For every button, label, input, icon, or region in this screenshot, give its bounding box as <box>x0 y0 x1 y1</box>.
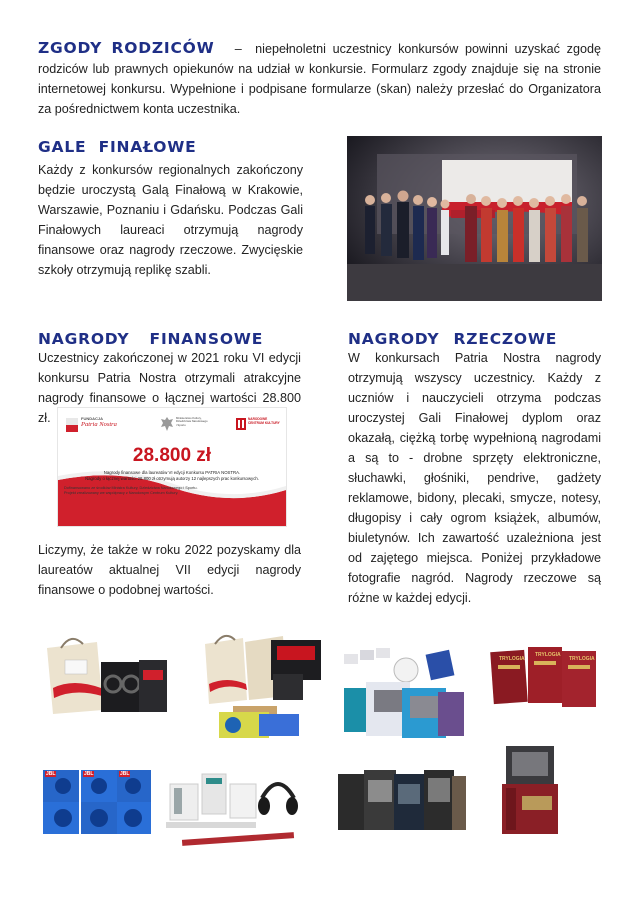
certificate-line-1: Nagrody finansowe dla laureatów VI edycji Konkursu PATRIA NOSTRA. <box>103 470 241 475</box>
nck-logo-icon <box>236 418 246 430</box>
consent-text: niepełnoletni uczestnicy konkursów powinni uzyskać zgodę rodziców lub prawnych opiekunów na udział w konkursie. Formularz zgody znajduje się na stronie internetowej konkursu. Wypełnione i podpisane formularze (skan) należy przesłać do Organizatora za pośrednictwem konta uczestnika. <box>38 42 601 116</box>
prize-photo-books-set <box>338 770 466 832</box>
certificate-ministry-logo <box>160 414 208 434</box>
gala-photo <box>347 136 602 301</box>
prize-gadgets-illustration <box>203 630 323 740</box>
prize-photo-jbl-headphones <box>43 768 151 836</box>
prize-photo-bags-gadgets <box>203 630 323 740</box>
prize-books-set-illustration <box>338 770 466 832</box>
foundation-label: FUNDACJA <box>81 416 103 421</box>
book-title-label-1: TRYLOGIA <box>499 656 525 662</box>
galas-heading: GALE FINAŁOWE <box>38 138 197 156</box>
prize-photo-books-trylogia <box>490 643 598 711</box>
nck-label: NARODOWE CENTRUM KULTURY <box>248 417 280 425</box>
certificate-line-3: Dofinansowano ze środków Ministra Kultury, Dziedzictwa Narodowego i Sportu. <box>64 486 198 490</box>
galas-text: Każdy z konkursów regionalnych zakończony będzie uroczystą Galą Finałową w Krakowie, Warszawie, Poznaniu i Gdańsku. Podczas Gali Finałowych laureaci otrzymują nagrody finansowe oraz nagrody rzeczowe. Zwycięskie szkoły otrzymują replikę szabli. <box>38 163 303 277</box>
prize-albums-illustration <box>340 636 468 742</box>
prize-bag-headphones-illustration <box>43 630 171 715</box>
book-title-label-3: TRYLOGIA <box>569 656 595 662</box>
certificate-foundation-logo <box>66 416 126 434</box>
financial-heading: NAGRODY FINANSOWE <box>38 330 264 348</box>
material-heading: NAGRODY RZECZOWE <box>348 330 558 348</box>
prize-books-stack-illustration <box>500 744 560 836</box>
jbl-label-3: JBL <box>120 771 130 777</box>
certificate-nck-logo <box>236 416 282 432</box>
prize-photo-albums-electronics <box>340 636 468 742</box>
book-title-label-2: TRYLOGIA <box>535 652 561 658</box>
consent-dash: – <box>234 42 242 56</box>
certificate-line-2: Nagrody o łącznej wartości 28.800 zł otrzymują autorzy 12 najlepszych prac konkursowych. <box>85 476 259 481</box>
financial-certificate <box>57 407 287 527</box>
prize-photo-electronics-headphones <box>166 762 300 858</box>
foundation-name: Patria Nostra <box>81 421 117 428</box>
consent-heading: ZGODY RODZICÓW <box>38 39 215 57</box>
consent-section <box>38 38 601 119</box>
jbl-label-2: JBL <box>84 771 94 777</box>
eagle-emblem-icon <box>160 416 174 432</box>
jbl-label-1: JBL <box>46 771 56 777</box>
ministry-label: Ministerstwo Kultury, Dziedzictwa Narodowego i Sportu <box>176 416 208 427</box>
certificate-amount: 28.800 zł <box>132 445 212 466</box>
certificate-line-4: Projekt zrealizowany we współpracy z Narodowym Centrum Kultury. <box>64 491 179 495</box>
prize-photo-books-stack <box>500 744 560 836</box>
financial-footer-text: Liczymy, że także w roku 2022 pozyskamy dla laureatów aktualnej VII edycji nagrody finansowe o podobnej wartości. <box>38 543 301 597</box>
financial-text: Uczestnicy zakończonej w 2021 roku VI edycji konkursu Patria Nostra otrzymali atrakcyjne nagrody finansowe o łącznej wartości 28.800 zł. <box>38 351 301 425</box>
material-text: W konkursach Patria Nostra nagrody otrzymują wszyscy uczestnicy. Każdy z uczniów i nauczycieli otrzyma podczas uroczystej Gali Finałowej dyplom oraz okazałą, ciężką torbę wypełnioną nagrodami a są to - drobne sprzęty elektroniczne, słuchawki, głośniki, pendrive, gadżety reklamowe, bidony, plecaki, smycze, notesy, długopisy i cały ogrom książek, albumów, biuletynów. Ich zawartość uzależniona jest od zajętego miejsca. Poniżej przykładowe fotografie nagród. Nagrody rzeczowe są różne w każdej edycji. <box>348 351 601 605</box>
gala-photo-illustration <box>347 136 602 301</box>
prize-electronics-illustration <box>166 762 300 858</box>
prize-jbl-illustration <box>43 768 151 836</box>
prize-photo-bags-headphones <box>43 630 171 715</box>
